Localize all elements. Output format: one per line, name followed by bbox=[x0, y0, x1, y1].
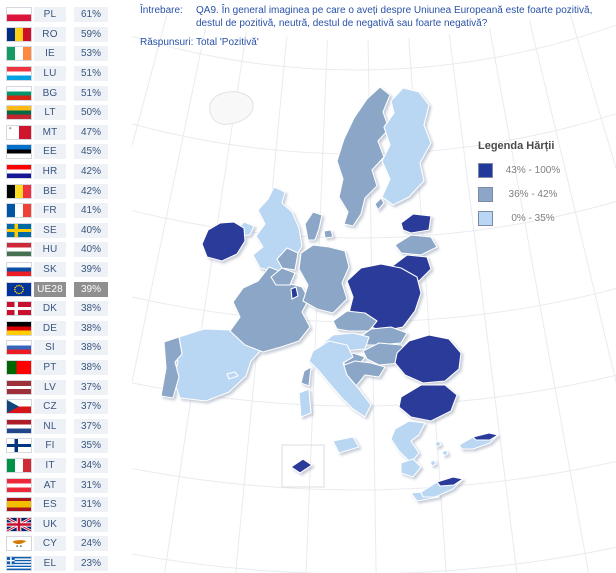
legend-swatch bbox=[478, 187, 493, 202]
country-code-chip[interactable]: LU bbox=[34, 66, 66, 81]
country-row-lu[interactable] bbox=[0, 64, 132, 84]
hr-flag-icon bbox=[6, 164, 32, 179]
country-code-chip[interactable]: CY bbox=[34, 536, 66, 551]
country-code-chip[interactable]: EE bbox=[34, 144, 66, 159]
country-value-chip: 37% bbox=[74, 419, 108, 434]
country-row-it[interactable] bbox=[0, 456, 132, 476]
country-row-ro[interactable] bbox=[0, 25, 132, 45]
country-value-chip: 23% bbox=[74, 556, 108, 571]
country-row-de[interactable] bbox=[0, 319, 132, 339]
country-value-chip: 59% bbox=[74, 27, 108, 42]
country-code-chip[interactable]: UK bbox=[34, 517, 66, 532]
country-code-chip[interactable]: SI bbox=[34, 340, 66, 355]
country-code-chip[interactable]: DE bbox=[34, 321, 66, 336]
cz-flag-icon bbox=[6, 399, 32, 414]
map-country-it-sicily[interactable] bbox=[333, 437, 359, 453]
country-code-chip[interactable]: CZ bbox=[34, 399, 66, 414]
es-flag-icon bbox=[6, 497, 32, 512]
country-row-sk[interactable] bbox=[0, 260, 132, 280]
dk-flag-icon bbox=[6, 301, 32, 316]
country-value-chip: 50% bbox=[74, 105, 108, 120]
country-row-dk[interactable] bbox=[0, 299, 132, 319]
map-country-el-islands[interactable] bbox=[430, 441, 448, 466]
country-code-chip[interactable]: MT bbox=[34, 125, 66, 140]
country-ranking-list bbox=[0, 0, 132, 573]
country-row-hr[interactable] bbox=[0, 162, 132, 182]
country-value-chip: 37% bbox=[74, 380, 108, 395]
country-row-el[interactable] bbox=[0, 554, 132, 573]
map-legend bbox=[478, 140, 565, 235]
country-code-chip[interactable]: IE bbox=[34, 46, 66, 61]
map-country-bg[interactable] bbox=[399, 385, 457, 421]
country-value-chip: 61% bbox=[74, 7, 108, 22]
legend-label: 0% - 35% bbox=[511, 213, 555, 224]
answers-text: Total 'Pozitivă' bbox=[196, 37, 259, 48]
country-value-chip: 38% bbox=[74, 340, 108, 355]
map-country-mt[interactable] bbox=[291, 459, 312, 473]
map-country-el-peloponnese[interactable] bbox=[401, 459, 421, 477]
country-code-chip[interactable]: SK bbox=[34, 262, 66, 277]
country-code-chip[interactable]: PL bbox=[34, 7, 66, 22]
country-value-chip: 53% bbox=[74, 46, 108, 61]
country-code-chip[interactable]: BG bbox=[34, 86, 66, 101]
si-flag-icon bbox=[6, 340, 32, 355]
country-value-chip: 38% bbox=[74, 321, 108, 336]
cy-flag-icon bbox=[6, 536, 32, 551]
country-value-chip: 42% bbox=[74, 164, 108, 179]
legend-swatch bbox=[478, 163, 493, 178]
question-label: Întrebare: bbox=[140, 5, 183, 16]
fr-flag-icon bbox=[6, 203, 32, 218]
country-row-be[interactable] bbox=[0, 181, 132, 201]
country-code-chip[interactable]: EL bbox=[34, 556, 66, 571]
country-row-fi[interactable] bbox=[0, 436, 132, 456]
de-flag-icon bbox=[6, 321, 32, 336]
hu-flag-icon bbox=[6, 242, 32, 257]
country-value-chip: 40% bbox=[74, 223, 108, 238]
ee-flag-icon bbox=[6, 144, 32, 159]
question-text: QA9. În general imaginea pe care o aveți despre Uniunea Europeană este foarte pozitivă, destul de pozitivă, neutră, destul de negativă sau foarte negativă? bbox=[196, 5, 593, 29]
pt-flag-icon bbox=[6, 360, 32, 375]
country-row-ee[interactable] bbox=[0, 142, 132, 162]
country-value-chip: 30% bbox=[74, 517, 108, 532]
country-code-chip[interactable]: LT bbox=[34, 105, 66, 120]
country-code-chip[interactable]: BE bbox=[34, 184, 66, 199]
country-code-chip[interactable]: DK bbox=[34, 301, 66, 316]
map-country-cy-inset-north bbox=[437, 477, 463, 486]
country-code-chip[interactable]: PT bbox=[34, 360, 66, 375]
country-code-chip[interactable]: FI bbox=[34, 438, 66, 453]
country-value-chip: 35% bbox=[74, 438, 108, 453]
legend-items bbox=[478, 163, 565, 226]
country-code-chip[interactable]: LV bbox=[34, 380, 66, 395]
country-row-ue28[interactable] bbox=[0, 279, 132, 299]
uk-flag-icon bbox=[6, 517, 32, 532]
legend-item-2 bbox=[478, 211, 565, 226]
country-code-chip[interactable]: RO bbox=[34, 27, 66, 42]
map-country-de[interactable] bbox=[299, 245, 349, 313]
country-value-chip: 45% bbox=[74, 144, 108, 159]
lt-flag-icon bbox=[6, 105, 32, 120]
be-flag-icon bbox=[6, 184, 32, 199]
country-value-chip: 31% bbox=[74, 478, 108, 493]
country-code-chip[interactable]: AT bbox=[34, 478, 66, 493]
country-row-fr[interactable] bbox=[0, 201, 132, 221]
legend-label: 36% - 42% bbox=[508, 189, 558, 200]
at-flag-icon bbox=[6, 478, 32, 493]
sk-flag-icon bbox=[6, 262, 32, 277]
country-code-chip[interactable]: IT bbox=[34, 458, 66, 473]
map-country-ee[interactable] bbox=[401, 214, 431, 233]
country-row-se[interactable] bbox=[0, 221, 132, 241]
country-code-chip[interactable]: UE28 bbox=[34, 282, 66, 297]
country-value-chip: 39% bbox=[74, 282, 108, 297]
country-row-cz[interactable] bbox=[0, 397, 132, 417]
map-country-lv[interactable] bbox=[395, 235, 437, 255]
country-row-es[interactable] bbox=[0, 495, 132, 515]
europe-choropleth-map bbox=[132, 0, 616, 573]
legend-label: 43% - 100% bbox=[505, 165, 561, 176]
mt-flag-icon bbox=[6, 125, 32, 140]
legend-swatch bbox=[478, 211, 493, 226]
map-country-dk-islands[interactable] bbox=[324, 230, 333, 238]
country-code-chip[interactable]: FR bbox=[34, 203, 66, 218]
country-code-chip[interactable]: HR bbox=[34, 164, 66, 179]
legend-item-1 bbox=[478, 187, 565, 202]
question-block bbox=[140, 5, 616, 50]
country-value-chip: 42% bbox=[74, 184, 108, 199]
ro-flag-icon bbox=[6, 27, 32, 42]
se-flag-icon bbox=[6, 223, 32, 238]
country-value-chip: 31% bbox=[74, 497, 108, 512]
lu-flag-icon bbox=[6, 66, 32, 81]
lv-flag-icon bbox=[6, 380, 32, 395]
country-value-chip: 38% bbox=[74, 301, 108, 316]
country-row-nl[interactable] bbox=[0, 416, 132, 436]
country-code-chip[interactable]: HU bbox=[34, 242, 66, 257]
country-value-chip: 34% bbox=[74, 458, 108, 473]
map-country-fi[interactable] bbox=[382, 88, 431, 205]
country-value-chip: 51% bbox=[74, 86, 108, 101]
legend-title: Legenda Hărții bbox=[478, 140, 555, 152]
legend-item-0 bbox=[478, 163, 565, 178]
map-country-fr-corsica[interactable] bbox=[301, 367, 311, 386]
country-row-cy[interactable] bbox=[0, 534, 132, 554]
country-code-chip[interactable]: NL bbox=[34, 419, 66, 434]
country-value-chip: 38% bbox=[74, 360, 108, 375]
country-row-uk[interactable] bbox=[0, 514, 132, 534]
map-country-ie[interactable] bbox=[202, 222, 245, 261]
country-row-at[interactable] bbox=[0, 475, 132, 495]
country-row-ie[interactable] bbox=[0, 44, 132, 64]
country-value-chip: 40% bbox=[74, 242, 108, 257]
pl-flag-icon bbox=[6, 7, 32, 22]
country-value-chip: 39% bbox=[74, 262, 108, 277]
country-row-lt[interactable] bbox=[0, 103, 132, 123]
country-row-hu[interactable] bbox=[0, 240, 132, 260]
map-area bbox=[132, 0, 616, 573]
country-code-chip[interactable]: SE bbox=[34, 223, 66, 238]
fi-flag-icon bbox=[6, 438, 32, 453]
country-value-chip: 37% bbox=[74, 399, 108, 414]
country-row-mt[interactable] bbox=[0, 123, 132, 143]
ue28-flag-icon bbox=[6, 282, 32, 297]
map-country-el[interactable] bbox=[391, 421, 425, 463]
ie-flag-icon bbox=[6, 46, 32, 61]
it-flag-icon bbox=[6, 458, 32, 473]
nl-flag-icon bbox=[6, 419, 32, 434]
map-country-se-gotland[interactable] bbox=[375, 198, 384, 210]
country-code-chip[interactable]: ES bbox=[34, 497, 66, 512]
country-row-si[interactable] bbox=[0, 338, 132, 358]
country-value-chip: 51% bbox=[74, 66, 108, 81]
answers-label: Răspunsuri: bbox=[140, 37, 194, 48]
el-flag-icon bbox=[6, 556, 32, 571]
map-country-iceland-outline bbox=[210, 92, 253, 125]
country-row-pl[interactable] bbox=[0, 5, 132, 25]
country-value-chip: 41% bbox=[74, 203, 108, 218]
country-row-pt[interactable] bbox=[0, 358, 132, 378]
country-value-chip: 47% bbox=[74, 125, 108, 140]
country-row-lv[interactable] bbox=[0, 377, 132, 397]
map-country-ro[interactable] bbox=[395, 335, 461, 383]
country-value-chip: 24% bbox=[74, 536, 108, 551]
bg-flag-icon bbox=[6, 86, 32, 101]
map-country-fr[interactable] bbox=[230, 267, 310, 352]
country-row-bg[interactable] bbox=[0, 83, 132, 103]
map-country-it-sardinia[interactable] bbox=[299, 389, 311, 417]
